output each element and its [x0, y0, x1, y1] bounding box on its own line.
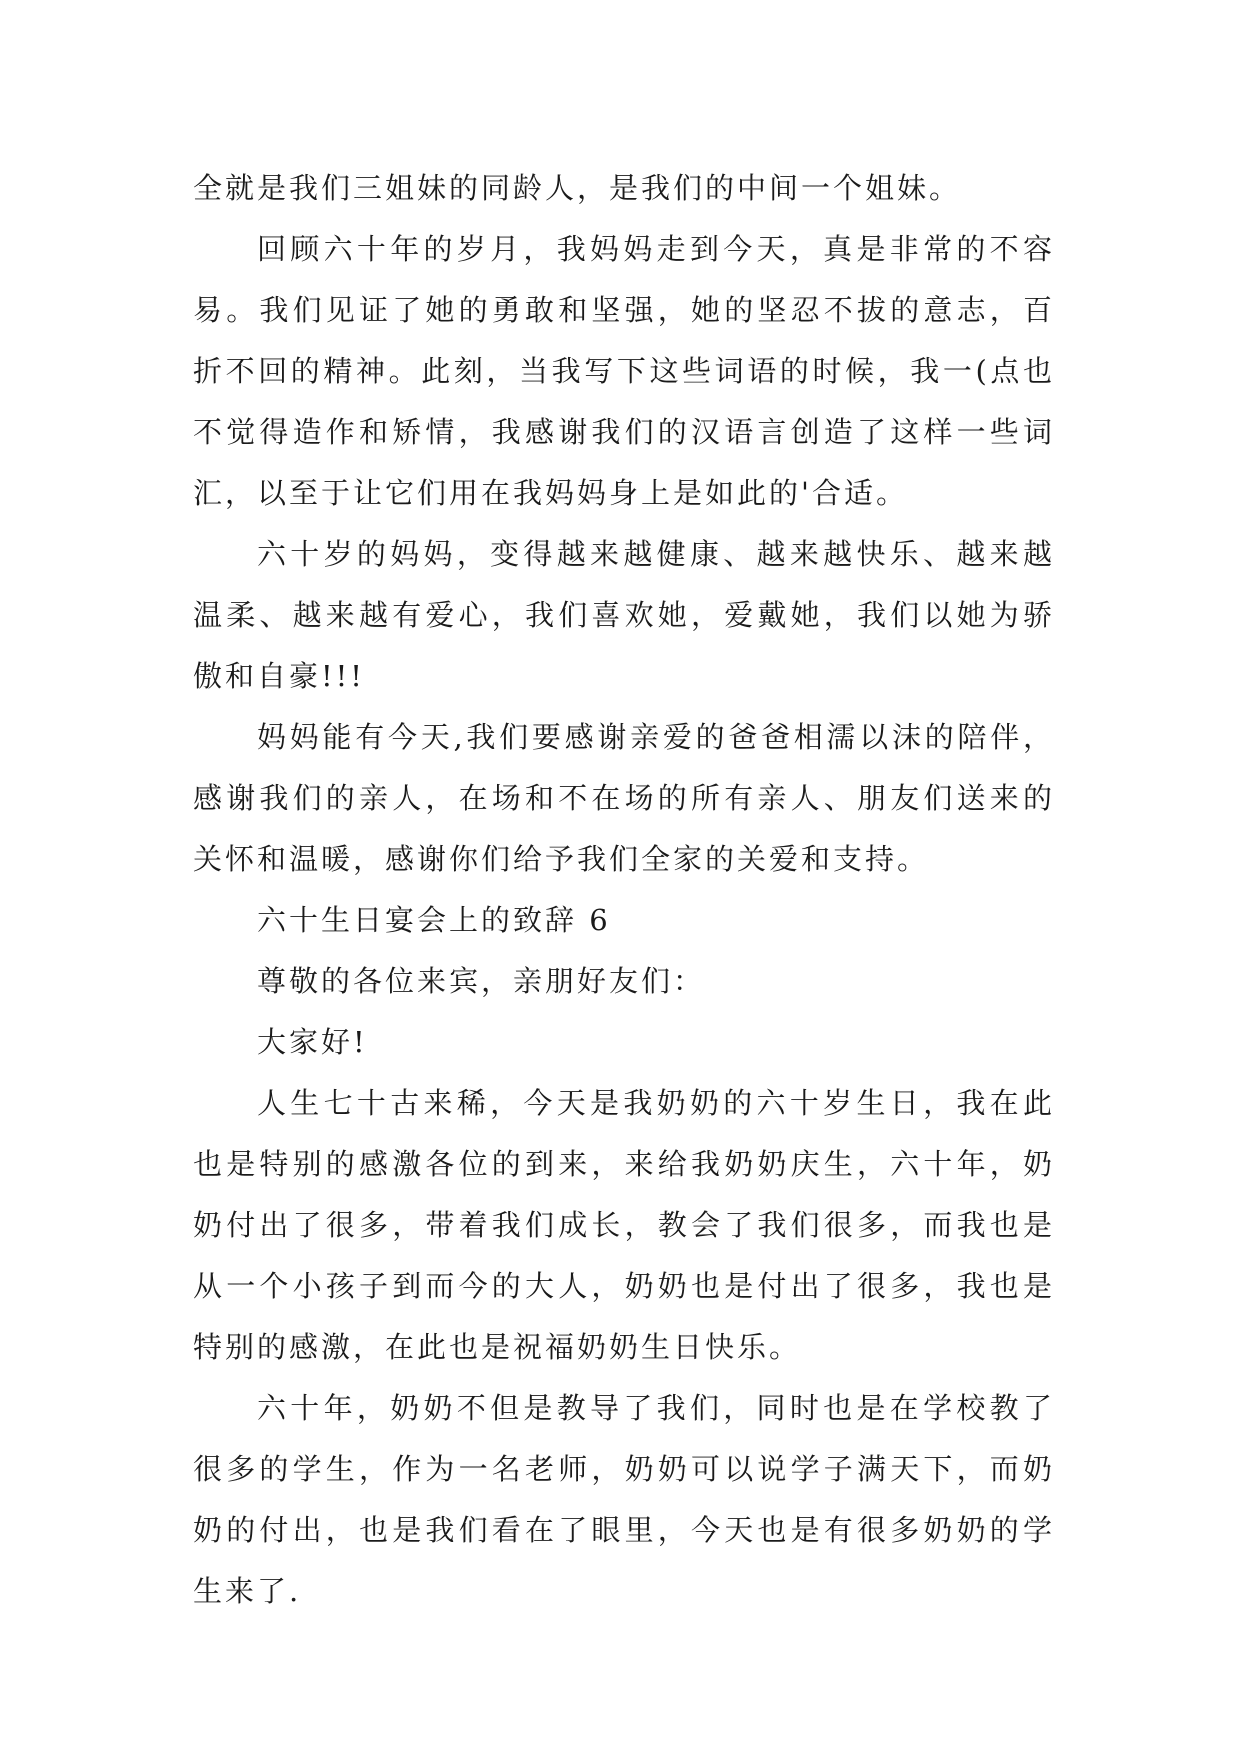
paragraph-grandmother-teacher: 六十年，奶奶不但是教导了我们，同时也是在学校教了很多的学生，作为一名老师，奶奶可以说学子满天下，而奶奶的付出，也是我们看在了眼里，今天也是有很多奶奶的学生来了. — [193, 1391, 1055, 1608]
salutation: 尊敬的各位来宾，亲朋好友们： — [257, 964, 706, 998]
paragraph-sixty-year-old-mother: 六十岁的妈妈，变得越来越健康、越来越快乐、越来越温柔、越来越有爱心，我们喜欢她，爱戴她，我们以她为骄傲和自豪!!! — [193, 537, 1055, 693]
paragraph-continuation: 全就是我们三姐妹的同龄人，是我们的中间一个姐妹。 — [193, 171, 962, 205]
paragraph-reflection: 回顾六十年的岁月，我妈妈走到今天，真是非常的不容易。我们见证了她的勇敢和坚强，她的坚忍不拔的意志，百折不回的精神。此刻，当我写下这些词语的时候，我一(点也不觉得造作和矫情，我感谢我们的汉语言创造了这样一些词汇，以至于让它们用在我妈妈身上是如此的'合适。 — [193, 232, 1055, 510]
paragraph-thanks: 妈妈能有今天,我们要感谢亲爱的爸爸相濡以沫的陪伴，感谢我们的亲人，在场和不在场的所有亲人、朋友们送来的关怀和温暖，感谢你们给予我们全家的关爱和支持。 — [193, 720, 1055, 876]
paragraph-grandmother-birthday: 人生七十古来稀，今天是我奶奶的六十岁生日，我在此也是特别的感激各位的到来，来给我奶奶庆生，六十年，奶奶付出了很多，带着我们成长，教会了我们很多，而我也是从一个小孩子到而今的大人，奶奶也是付出了很多，我也是特别的感激，在此也是祝福奶奶生日快乐。 — [193, 1086, 1055, 1364]
section-heading: 六十生日宴会上的致辞 6 — [257, 903, 611, 937]
document-body — [193, 158, 1055, 1622]
greeting: 大家好! — [257, 1025, 368, 1059]
